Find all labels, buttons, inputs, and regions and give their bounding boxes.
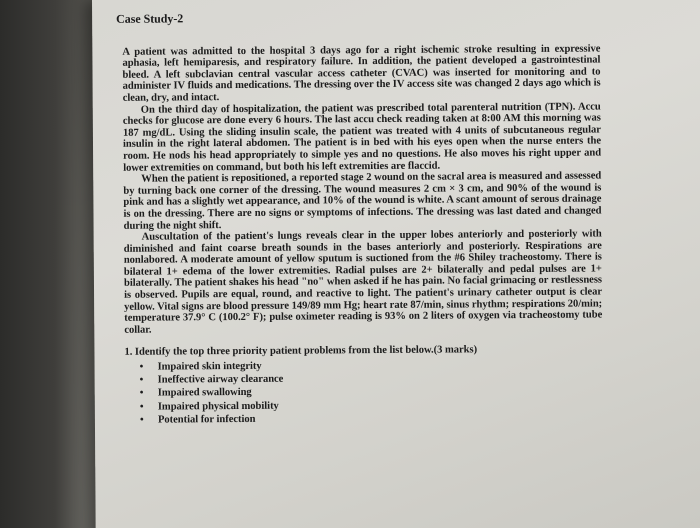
document-content — [116, 4, 603, 426]
bullet-icon: • — [139, 414, 144, 426]
paragraph-admission: A patient was admitted to the hospital 3 days ago for a right ischemic stroke resulting in expressive aphasia, left hemiparesis, and respiratory failure. In addition, the patient developed a gastrointestinal bleed. A left subclavian central vascular access catheter (CVAC) was inserted for monitoring and to administer IV fluids and medications. The dressing over the IV access site was changed 2 days ago which is clean, dry, and intact. — [122, 43, 601, 104]
bullet-icon: • — [139, 374, 144, 386]
paragraph-wound: When the patient is repositioned, a reported stage 2 wound on the sacral area is measured and assessed by turning back one corner of the dressing. The wound measures 2 cm × 3 cm, and 90% of the wound is pink and has a slightly wet appearance, and 10% of the wound is white. A scant amount of serous drainage is on the dressing. There are no signs or symptoms of infections. The dressing was last dated and changed during the night shift. — [123, 170, 602, 232]
case-study-title: Case Study-2 — [116, 11, 184, 26]
option-label: Ineffective airway clearance — [157, 373, 284, 386]
paragraph-tpn: On the third day of hospitalization, the patient was prescribed total parenteral nutrition (TPN). Accu checks for glucose are done every 6 hours. The last accu check reading taken at 8:00 AM this morning was 187 mg/dL. Using the sliding insulin scale, the patient was treated with 4 units of subcutaneous regular insulin in the right lateral abdomen. The patient is in bed with his eyes open when the nurse enters the room. He nods his head appropriately to simple yes and no questions. He also moves his right upper and lower extremities on command, but both his left extremities are flaccid. — [122, 101, 602, 174]
question-text: 1. Identify the top three priority patient problems from the list below.(3 marks) — [124, 344, 478, 359]
bullet-icon: • — [139, 401, 144, 413]
paper-sheet — [92, 0, 700, 528]
option-item — [139, 410, 603, 426]
options-list — [125, 357, 603, 426]
option-label: Impaired skin integrity — [157, 360, 262, 373]
option-label: Potential for infection — [157, 413, 256, 426]
paragraph-auscultation: Auscultation of the patient's lungs reveals clear in the upper lobes anteriorly and posteriorly with diminished and faint coarse breath sounds in the bases anteriorly and posteriorly. Respirations are nonlabored. A moderate amount of yellow sputum is suctioned from the #6 Shiley tracheostomy. There is bilateral 1+ edema of the lower extremities. Radial pulses are 2+ bilaterally and pedal pulses are 1+ bilaterally. The patient shakes his head "no" when asked if he has pain. No facial grimacing or restlessness is observed. Pupils are equal, round, and reactive to light. The patient's urinary catheter output is clear yellow. Vital signs are blood pressure 149/89 mm Hg; heart rate 87/min, sinus rhythm; respirations 20/min; temperature 37.9° C (100.2° F); pulse oximeter reading is 93% on 2 liters of oxygen via tracheostomy tube collar. — [123, 228, 603, 336]
option-label: Impaired physical mobility — [157, 400, 279, 413]
option-label: Impaired swallowing — [157, 387, 252, 399]
bullet-icon: • — [139, 361, 144, 373]
bullet-icon: • — [139, 388, 144, 400]
